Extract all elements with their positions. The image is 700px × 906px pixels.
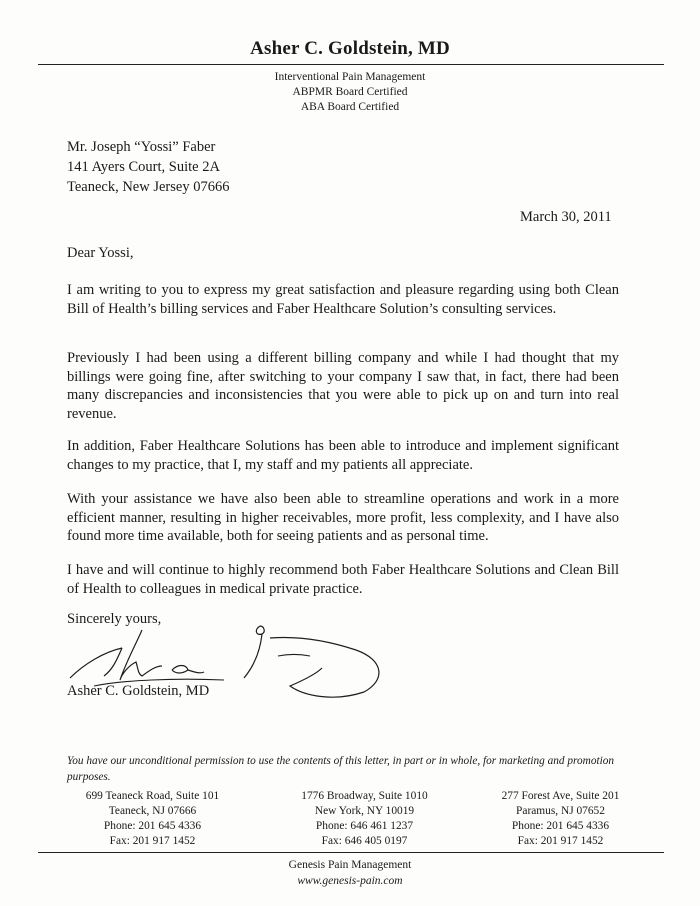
recipient-street: 141 Ayers Court, Suite 2A xyxy=(67,159,220,175)
body-paragraph: With your assistance we have also been able to streamline operations and work in a more efficient manner, resulting in higher receivables, more profit, less complexity, and I have also found more time available, both for seeing patients and as personal time. xyxy=(67,491,619,544)
permission-note: You have our unconditional permission to use the contents of this letter, in part or in whole, for marketing and promotion purposes. xyxy=(67,755,615,783)
body-paragraph: I have and will continue to highly recommend both Faber Healthcare Solutions and Clean Bill of Health to colleagues in medical private practice. xyxy=(67,562,619,597)
certification-line: Interventional Pain Management xyxy=(274,71,426,83)
signature-name: Asher C. Goldstein, MD xyxy=(67,683,210,699)
office-city: New York, NY 10019 xyxy=(314,805,415,817)
office-phone: Phone: 201 645 4336 xyxy=(511,820,610,832)
office-block xyxy=(60,789,245,849)
office-street: 1776 Broadway, Suite 1010 xyxy=(301,790,428,802)
office-fax: Fax: 646 405 0197 xyxy=(321,835,408,847)
office-street: 277 Forest Ave, Suite 201 xyxy=(501,790,620,802)
certifications xyxy=(0,70,700,115)
closing: Sincerely yours, xyxy=(67,611,162,627)
letter-date: March 30, 2011 xyxy=(520,209,612,225)
office-fax: Fax: 201 917 1452 xyxy=(517,835,604,847)
footer-website: www.genesis-pain.com xyxy=(297,875,403,887)
body-paragraph: I am writing to you to express my great satisfaction and pleasure regarding using both Clean Bill of Health’s billing services and Faber Healthcare Solution’s consulting services. xyxy=(67,282,619,317)
office-block xyxy=(468,789,653,849)
body-paragraph: In addition, Faber Healthcare Solutions has been able to introduce and implement significant changes to my practice, that I, my staff and my patients all appreciate. xyxy=(67,438,619,473)
letterhead-name: Asher C. Goldstein, MD xyxy=(250,38,450,59)
office-city: Paramus, NJ 07652 xyxy=(516,805,605,817)
office-block xyxy=(272,789,457,849)
footer-rule xyxy=(38,852,664,853)
office-city: Teaneck, NJ 07666 xyxy=(108,805,197,817)
certification-line: ABA Board Certified xyxy=(300,101,400,113)
office-street: 699 Teaneck Road, Suite 101 xyxy=(85,790,220,802)
recipient-address xyxy=(67,137,229,197)
salutation: Dear Yossi, xyxy=(67,245,134,261)
office-fax: Fax: 201 917 1452 xyxy=(109,835,196,847)
footer-practice-name: Genesis Pain Management xyxy=(288,859,412,871)
header-rule xyxy=(38,64,664,65)
certification-line: ABPMR Board Certified xyxy=(292,86,408,98)
recipient-city: Teaneck, New Jersey 07666 xyxy=(67,179,230,195)
body-paragraph: Previously I had been using a different billing company and while I had thought that my billings were going fine, after switching to your company I saw that, in fact, there had been many discrepancies and inconsistencies that you were able to pick up on and turn into real revenue. xyxy=(67,350,619,422)
office-phone: Phone: 201 645 4336 xyxy=(103,820,202,832)
office-phone: Phone: 646 461 1237 xyxy=(315,820,414,832)
recipient-name: Mr. Joseph “Yossi” Faber xyxy=(67,139,216,155)
